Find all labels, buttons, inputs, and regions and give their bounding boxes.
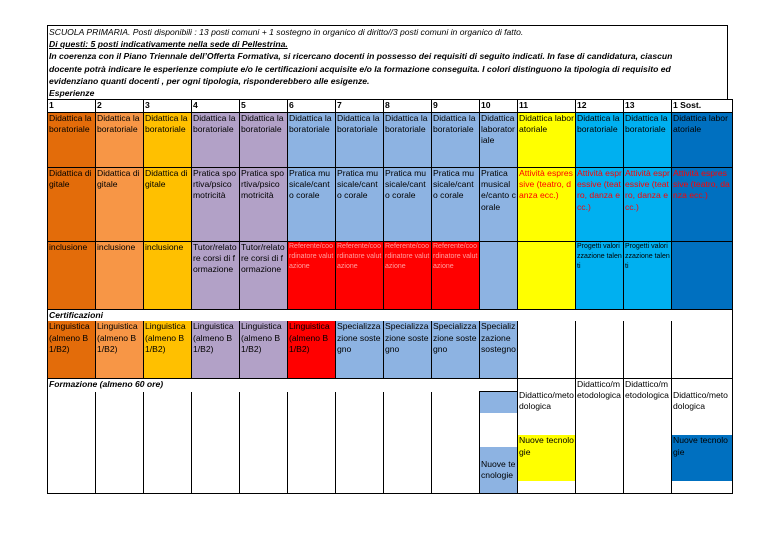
cell xyxy=(518,378,576,493)
cell: Pratica sportiva/psicomotricità xyxy=(240,167,288,241)
cell xyxy=(672,241,733,309)
cell: Didattica digitale xyxy=(48,167,96,241)
cell xyxy=(672,378,733,493)
col-header: 12 xyxy=(576,100,624,112)
header-block xyxy=(47,25,728,99)
cell: Attività espressive (teatro, danza ecc.) xyxy=(518,167,576,241)
col-header: 11 xyxy=(518,100,576,112)
cell xyxy=(384,392,432,494)
cell: Pratica musicale/canto corale xyxy=(288,167,336,241)
cell: Didattico/metodologica xyxy=(576,378,624,493)
cell: Referente/coordinatore valutazione xyxy=(432,241,480,309)
cell: Didattica laboratoriale xyxy=(672,112,733,167)
cell: Didattica laboratoriale xyxy=(518,112,576,167)
cell: Didattica laboratoriale xyxy=(240,112,288,167)
cell: inclusione xyxy=(48,241,96,309)
cell-part xyxy=(480,413,517,447)
cell: Referente/coordinatore valutazione xyxy=(384,241,432,309)
cell xyxy=(144,392,192,494)
col-header: 1 xyxy=(48,100,96,112)
row-didattica-laboratoriale xyxy=(48,112,733,167)
document xyxy=(47,25,730,494)
cell: Attività espressive (teatro, danza ecc.) xyxy=(624,167,672,241)
cell: Didattico/metodologica xyxy=(624,378,672,493)
col-header: 5 xyxy=(240,100,288,112)
cell xyxy=(48,392,96,494)
cell: Specializzazione sostegno xyxy=(384,321,432,378)
column-number-row xyxy=(48,100,733,112)
cell: Didattica laboratoriale xyxy=(480,112,518,167)
cell: Linguistica (almeno B1/B2) xyxy=(288,321,336,378)
cell-part: Nuove tecnologie xyxy=(481,458,516,481)
cell: Linguistica (almeno B1/B2) xyxy=(48,321,96,378)
cell xyxy=(192,392,240,494)
cell: Didattica laboratoriale xyxy=(144,112,192,167)
certificazioni-header-row xyxy=(48,309,733,321)
requirements-table xyxy=(47,99,733,494)
cell-part: Nuove tecnologie xyxy=(672,435,732,481)
cell xyxy=(576,321,624,378)
cell xyxy=(518,321,576,378)
cell: Didattica laboratoriale xyxy=(192,112,240,167)
cell: Linguistica (almeno B1/B2) xyxy=(96,321,144,378)
col-header: 7 xyxy=(336,100,384,112)
cell-part: Didattico/metodologica xyxy=(519,390,574,412)
col-header: 9 xyxy=(432,100,480,112)
cell xyxy=(518,241,576,309)
formazione-header-row xyxy=(48,378,733,392)
cell: Specializzazione sostegno xyxy=(480,321,518,378)
cell: Referente/coordinatore valutazione xyxy=(288,241,336,309)
cell xyxy=(288,392,336,494)
section-formazione: Formazione (almeno 60 ore) xyxy=(48,378,518,392)
cell xyxy=(336,392,384,494)
cell: Didattica digitale xyxy=(144,167,192,241)
cell: Didattica laboratoriale xyxy=(336,112,384,167)
cell: Progetti valorizzazione talenti xyxy=(624,241,672,309)
col-header: 2 xyxy=(96,100,144,112)
header-line-3: In coerenza con il Piano Triennale dell’Offerta Formativa, si ricercano docenti in possesso dei requisiti di seguito indicati. In fase di candidatura, ciascun xyxy=(49,51,673,62)
cell: inclusione xyxy=(96,241,144,309)
cell: Didattica digitale xyxy=(96,167,144,241)
row-inclusione xyxy=(48,241,733,309)
cell: Linguistica (almeno B1/B2) xyxy=(144,321,192,378)
col-header: 3 xyxy=(144,100,192,112)
cell: Didattica laboratoriale xyxy=(432,112,480,167)
col-header: 4 xyxy=(192,100,240,112)
cell: Tutor/relatore corsi di formazione xyxy=(240,241,288,309)
cell: inclusione xyxy=(144,241,192,309)
col-header: 8 xyxy=(384,100,432,112)
cell: Tutor/relatore corsi di formazione xyxy=(192,241,240,309)
cell: Progetti valorizzazione talenti xyxy=(576,241,624,309)
cell xyxy=(624,321,672,378)
cell-part: Nuove tecnologie xyxy=(518,435,575,481)
cell: Didattica laboratoriale xyxy=(288,112,336,167)
header-line-2: Di questi: 5 posti indicativamente nella sede di Pellestrina. xyxy=(49,39,288,50)
cell xyxy=(432,392,480,494)
cell: Pratica musicale/canto corale xyxy=(336,167,384,241)
cell xyxy=(672,321,733,378)
row-didattica-digitale xyxy=(48,167,733,241)
section-certificazioni: Certificazioni xyxy=(48,309,733,321)
cell xyxy=(240,392,288,494)
cell: Didattica laboratoriale xyxy=(624,112,672,167)
header-line-1: SCUOLA PRIMARIA. Posti disponibili : 13 posti comuni + 1 sostegno in organico di diritto//3 posti comuni in organico di fatto. xyxy=(49,27,524,37)
col-header: 1 Sost. xyxy=(672,100,733,112)
cell: Pratica sportiva/psicomotricità xyxy=(192,167,240,241)
header-line-5: evidenziano quanti docenti , per ogni tipologia, risponderebbero alle esigenze. xyxy=(49,75,370,86)
cell xyxy=(96,392,144,494)
cell: Linguistica (almeno B1/B2) xyxy=(240,321,288,378)
cell: Pratica musicale/canto corale xyxy=(432,167,480,241)
header-line-4: docente potrà indicare le esperienze compiute e/o le certificazioni acquisite e/o la formazione conseguita. I colori distinguono la tipologia di requisito ed xyxy=(49,63,671,74)
cell xyxy=(480,392,518,494)
cell: Didattica laboratoriale xyxy=(576,112,624,167)
cell-part: Didattico/metodologica xyxy=(673,390,728,412)
cell: Pratica musicale/canto corale xyxy=(480,167,518,241)
section-esperienze: Esperienze xyxy=(49,88,95,99)
cell: Didattica laboratoriale xyxy=(48,112,96,167)
col-header: 10 xyxy=(480,100,518,112)
certificazioni-row xyxy=(48,321,733,378)
cell: Pratica musicale/canto corale xyxy=(384,167,432,241)
cell: Specializzazione sostegno xyxy=(432,321,480,378)
col-header: 13 xyxy=(624,100,672,112)
cell: Specializzazione sostegno xyxy=(336,321,384,378)
cell: Attività espressive (teatro, danza ecc.) xyxy=(672,167,733,241)
cell: Attività espressive (teatro, danza ecc.) xyxy=(576,167,624,241)
cell: Referente/coordinatore valutazione xyxy=(336,241,384,309)
cell xyxy=(480,241,518,309)
cell: Didattica laboratoriale xyxy=(96,112,144,167)
col-header: 6 xyxy=(288,100,336,112)
cell: Didattica laboratoriale xyxy=(384,112,432,167)
cell: Linguistica (almeno B1/B2) xyxy=(192,321,240,378)
